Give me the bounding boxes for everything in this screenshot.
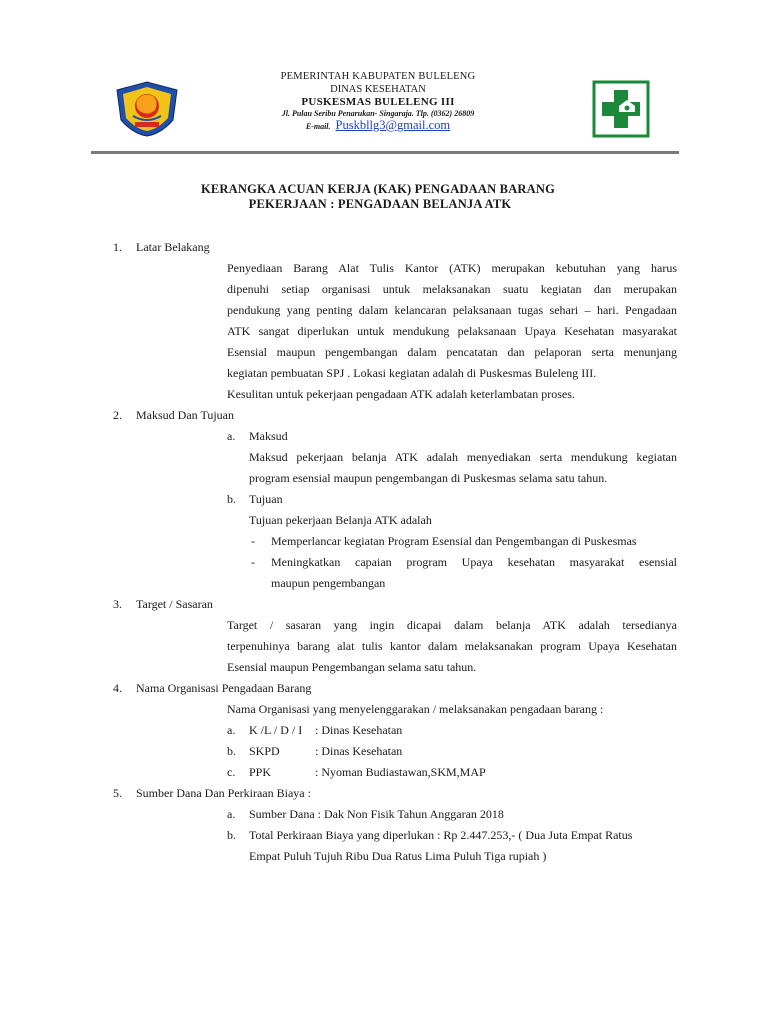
section-5a-text: Sumber Dana : Dak Non Fisik Tahun Anggaran 2018	[249, 807, 504, 821]
dash-bullet: -	[251, 555, 255, 569]
section-5b-line: Total Perkiraan Biaya yang diperlukan : Rp 2.447.253,- ( Dua Juta Empat Ratus	[249, 828, 633, 842]
section-2a-title: Maksud	[249, 429, 288, 443]
section-5a-label: a.	[227, 807, 236, 821]
header-puskesmas: PUSKESMAS BULELENG III	[301, 96, 455, 108]
section-1-heading: Latar Belakang	[136, 240, 210, 254]
section-4-row-label: c.	[227, 765, 236, 779]
section-2b-title: Tujuan	[249, 492, 283, 506]
header-department: DINAS KESEHATAN	[330, 84, 426, 95]
dash-bullet: -	[251, 534, 255, 548]
section-4-row-value: : Dinas Kesehatan	[315, 723, 403, 737]
section-2a-label: a.	[227, 429, 236, 443]
section-4-row-label: a.	[227, 723, 236, 737]
header-divider	[91, 151, 679, 154]
section-1-number: 1.	[113, 240, 122, 254]
section-1-line: Esensial maupun pengembangan dalam pencatatan dan pelaporan serta menunjang	[227, 345, 677, 359]
section-2-number: 2.	[113, 408, 122, 422]
section-1-line: dipenuhi setiap organisasi untuk melaksanakan suatu kegiatan dan merupakan	[227, 282, 677, 296]
section-4-row-value: : Dinas Kesehatan	[315, 744, 403, 758]
section-5b-label: b.	[227, 828, 236, 842]
email-label: E-mail.	[305, 122, 331, 131]
section-2b-item-cont: maupun pengembangan	[271, 576, 386, 590]
section-5-number: 5.	[113, 786, 122, 800]
section-4-row-key: SKPD	[249, 744, 280, 758]
section-5-heading: Sumber Dana Dan Perkiraan Biaya :	[136, 786, 311, 800]
section-3-heading: Target / Sasaran	[136, 597, 213, 611]
section-1-line: pendukung yang penting dalam kelancaran pelaksanaan tugas sehari – hari. Pengadaan	[227, 303, 677, 317]
section-4-row-key: PPK	[249, 765, 272, 779]
section-1-line: Penyediaan Barang Alat Tulis Kantor (ATK) merupakan kebutuhan yang harus	[227, 261, 677, 275]
document-title: KERANGKA ACUAN KERJA (KAK) PENGADAAN BARANG	[200, 182, 556, 196]
section-2b-label: b.	[227, 492, 236, 506]
section-1-line: kegiatan pembuatan SPJ . Lokasi kegiatan adalah di Puskesmas Buleleng III.	[227, 366, 597, 380]
section-2b-item: Memperlancar kegiatan Program Esensial dan Pengembangan di Puskesmas	[271, 534, 637, 548]
email-link[interactable]: Puskbllg3@gmail.com	[335, 118, 451, 132]
section-2a-line: program esensial maupun pengembangan di Puskesmas selama satu tahun.	[249, 471, 608, 485]
section-4-heading: Nama Organisasi Pengadaan Barang	[136, 681, 312, 695]
section-4-row-label: b.	[227, 744, 236, 758]
section-4-row-key: K /L / D / I	[249, 723, 303, 737]
section-1-line: ATK sangat diperlukan untuk mendukung pelaksanaan Upaya Kesehatan masyarakat	[227, 324, 677, 338]
section-3-line: Target / sasaran yang ingin dicapai dalam belanja ATK adalah tersedianya	[227, 618, 677, 632]
header-address: Jl. Pulau Seribu Penarukan- Singaraja. Tlp. (0362) 26809	[281, 109, 475, 118]
section-3-line: terpenuhinya barang alat tulis kantor dalam melaksanakan program Upaya Kesehatan	[227, 639, 677, 653]
section-2b-intro: Tujuan pekerjaan Belanja ATK adalah	[249, 513, 432, 527]
section-4-row-value: : Nyoman Budiastawan,SKM,MAP	[315, 765, 486, 779]
header-email-line	[0, 118, 762, 133]
section-2-heading: Maksud Dan Tujuan	[136, 408, 235, 422]
section-2a-line: Maksud pekerjaan belanja ATK adalah menyediakan serta mendukung kegiatan	[249, 450, 677, 464]
header-government: PEMERINTAH KABUPATEN BULELENG	[280, 71, 476, 82]
section-4-intro: Nama Organisasi yang menyelenggarakan / melaksanakan pengadaan barang :	[227, 702, 604, 716]
section-3-line: Esensial maupun Pengembangan selama satu tahun.	[227, 660, 477, 674]
section-1-line: Kesulitan untuk pekerjaan pengadaan ATK adalah keterlambatan proses.	[227, 387, 575, 401]
section-2b-item: Meningkatkan capaian program Upaya kesehatan masyarakat esensial	[271, 555, 677, 569]
section-3-number: 3.	[113, 597, 122, 611]
section-5b-line: Empat Puluh Tujuh Ribu Dua Ratus Lima Puluh Tiga rupiah )	[249, 849, 547, 863]
section-4-number: 4.	[113, 681, 122, 695]
document-subtitle: PEKERJAAN : PENGADAAN BELANJA ATK	[248, 197, 512, 211]
